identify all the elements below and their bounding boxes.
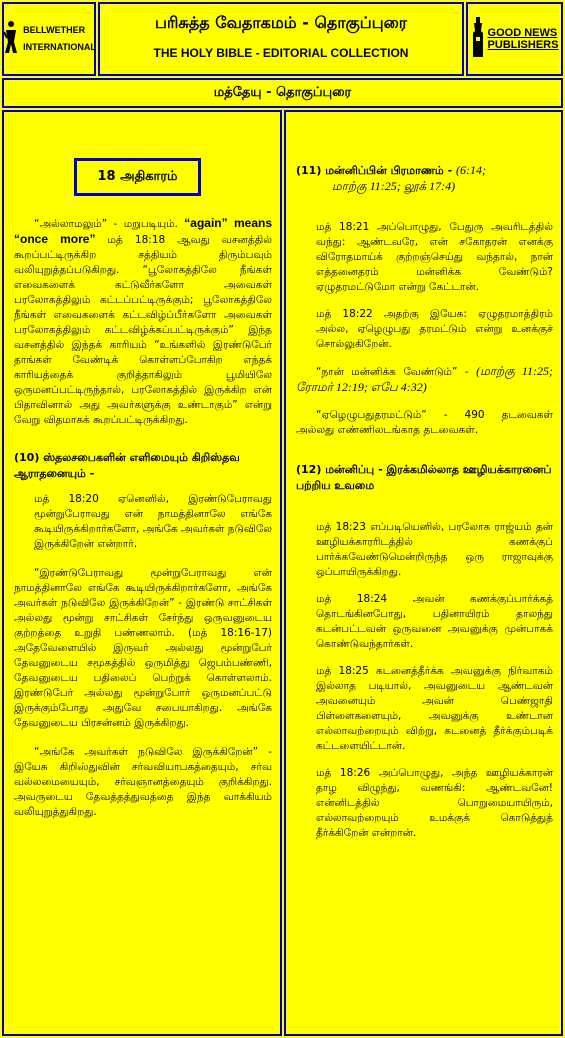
quote-forgive-text: “நான் மன்னிக்க வேண்டும்” -	[316, 366, 469, 378]
left-content	[14, 216, 272, 820]
quote-forgive	[296, 364, 553, 396]
left-column	[2, 110, 282, 1036]
chapter-label: 18 அதிகாரம்	[74, 158, 201, 196]
commentary-paragraph-2: “இரண்டுபேராவது மூன்றுபேராவது என் நாமத்தினாலே எங்கே கூடியிருக்கிறார்களோ, அங்கே அவர்கள் நடுவிலே இருக்கிறேன்” - இரண்டு சாட்சிகள் அல்லது மூன்று சாட்சிகள் சேர்ந்து ஒருவனுடைய குற்றத்தை உறுதி பண்ணலாம். (மத் 18:16-17) அதேவேளையில் இருவர் அல்லது மூன்றுபேர் தேவனுடைய சமூகத்தில் ஒருமித்து ஜெபம்பண்ணி, தேவனுடைய பதிலைப் பெற்றுக் கொள்ளலாம். இரண்டுபேர் அல்லது மூன்றுபோர் ஒருமனப்பட்டு இருக்கும்போது அதுவே சபையாகிறது. அங்கே தேவனுடைய பிரசன்னம் இருக்கிறது.	[14, 567, 272, 729]
verse-18-24: மத் 18:24 அவன் கணக்குப்பார்க்கத் தொடங்கினபோது, பதினாயிரம் தாலந்து கடன்பட்டவன் ஒருவனை அவனுக்கு முன்பாகக் கொண்டுவந்தார்கள்.	[316, 593, 553, 650]
section-11-heading	[296, 162, 553, 179]
right-content	[296, 162, 553, 852]
section-11-title: (11) மன்னிப்பின் பிரமாணம் -	[296, 164, 453, 177]
verse-18-26: மத் 18:26 அப்பொழுது, அந்த ஊழியக்காரன் தாழ விழுந்து, வணங்கி: ஆண்டவனே! என்னிடத்தில் பொறுமையாயிரும், எல்லாவற்றையும் உமக்குக் கொடுத்துத் தீர்க்கிறேன் என்றான்.	[316, 767, 553, 839]
intro-english-note: “again” means “once more”	[14, 216, 272, 246]
verse-18-25: மத் 18:25 கடனைத்தீர்க்க அவனுக்கு நிர்வாகம் இல்லாத படியால், அவனுடைய ஆண்டவன் அவனையும் அவன் பெண்ஜாதி பிள்ளைகளையும், அவனுக்கு உண்டான எல்லாவற்றையும் விற்று, கடனைத் தீர்க்கும்படிக் கட்டளையிட்டான்.	[316, 665, 553, 752]
section-11-ref1: (6:14;	[456, 163, 486, 177]
book-title: மத்தேயு - தொகுப்புரை	[213, 85, 352, 100]
title-tamil: பரிசுத்த வேதாகமம் - தொகுப்புரை	[154, 13, 408, 32]
bellwether-figure-icon	[2, 20, 20, 58]
quote-forgive-ref: (மாற்கு 11:25; ரோமர் 12:19; எபே 4:32)	[296, 364, 553, 394]
bellwether-logo	[2, 2, 96, 76]
section-11-ref2: மாற்கு 11:25; லூக் 17:4)	[332, 179, 456, 193]
right-column	[284, 110, 563, 1036]
logo-right-line1: GOOD NEWS	[487, 27, 558, 39]
good-news-logo	[466, 2, 563, 76]
verse-18-22: மத் 18:22 அதற்கு இயேசு: ஏழுதரமாத்திரம் அல்ல, ஏழெழுபது தரமட்டும் என்று உனக்குச் சொல்லுகிறேன்.	[316, 308, 553, 350]
logo-left-line1: BELLWETHER	[23, 25, 86, 35]
verse-18-23: மத் 18:23 எப்படியெனில், பரலோக ராஜ்யம் தன் ஊழியக்காரரிடத்தில் கணக்குப் பார்க்கவேண்டுமென்றிருந்த ஒரு ராஜாவுக்கு ஒப்பாயிருக்கிறது.	[316, 521, 553, 578]
quote-seventy-times: “ஏழெழுபதுதரமட்டும்” - 490 தடவைகள் அல்லது எண்ணிலடங்காத தடவைகள்.	[296, 409, 553, 436]
book-title-bar	[2, 78, 563, 108]
logo-left-line2: INTERNATIONAL	[23, 42, 96, 52]
verse-18-20: மத் 18:20 ஏனெனில், இரண்டுபேராவது மூன்றுபேராவது என் நாமத்தினாலே எங்கே கூடியிருக்கிறார்களோ, அங்கே அவர்கள் நடுவிலே இருக்கிறேன் என்றார்.	[34, 493, 272, 550]
tower-icon	[471, 17, 485, 61]
commentary-paragraph-3: “அங்கே அவர்கள் நடுவிலே இருக்கிறேன்” - இயேசு கிறிஸ்துவின் சர்வவியாபகத்தையும், சர்வ வல்லமையையும், சர்வஞானத்தையும் குறிக்கிறது. அவருடைய தேவத்தத்துவத்தை இந்த வாக்கியம் வலியுறுத்துகிறது.	[14, 746, 272, 818]
logo-right-line2: PUBLISHERS	[487, 39, 559, 51]
section-10-heading: (10) ஸ்தலசபைகளின் எளிமையும் கிறிஸ்தவ ஆராதனையும் -	[14, 451, 240, 480]
verse-18-21: மத் 18:21 அப்பொழுது, பேதுரு அவரிடத்தில் வந்து: ஆண்டவரே, என் சகோதரன் எனக்கு விரோதமாய்க் குற்றஞ்செய்து வந்தால், நான் எத்தனைதரம் மன்னிக்க வேண்டும்? ஏழுதரமட்டுமோ என்று கேட்டான்.	[316, 221, 553, 293]
section-12-heading: (12) மன்னிப்பு - இரக்கமில்லாத ஊழியக்காரனைப் பற்றிய உவமை	[296, 463, 552, 492]
intro-text-c: மத் 18:18 ஆவது வசனத்தில் கூறப்பட்டிருக்கிற சத்தியம் திரும்பவும் வலியுறுத்தப்படுகிறது. “பூலோகத்திலே நீங்கள் எவைகளைக் கட்டுவீர்களோ அவைகள் பரலோகத்திலும் கட்டப்பட்டிருக்கும்; பூலோகத்திலே நீங்கள் எவைகளைக் கட்டவிழ்ப்பீர்களோ அவைகள் பரலோகத்திலும் கட்டவிழ்க்கப்பட்டிருக்கும்” இந்த வசனத்தில் இந்தக் காரியம் “உங்களில் இரண்டுபேர் தாங்கள் வேண்டிக் கொள்ளப்போகிற எந்தக் காரியத்தைக் குறித்தாகிலும் பூமியிலே ஒருமனப்பட்டிருந்தால், பரலோகத்தில் இருக்கிற என் பிதாவினால் அது அவர்களுக்கு உண்டாகும்” என்று வேறு விதமாகக் கூறப்பட்டிருக்கிறது.	[14, 234, 273, 426]
intro-paragraph	[14, 216, 272, 428]
intro-text-a: “அல்லாமலும்” - மறுபடியும்.	[34, 218, 178, 230]
title-english: THE HOLY BIBLE - EDITORIAL COLLECTION	[153, 46, 409, 60]
header-titles	[98, 2, 464, 76]
